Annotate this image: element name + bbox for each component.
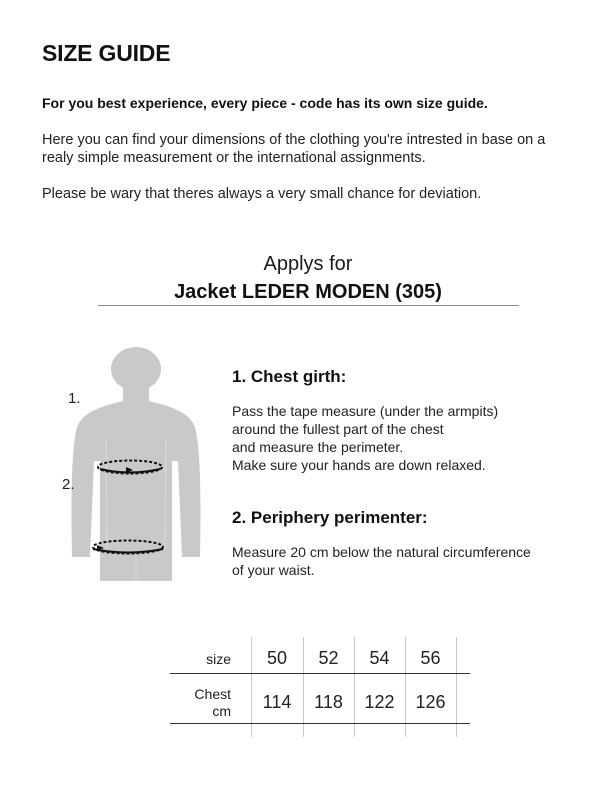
size-cell: 50 xyxy=(266,648,288,668)
figure-label-2: 2. xyxy=(62,476,75,493)
description-line: Measure 20 cm below the natural circumference xyxy=(232,544,531,560)
description-line: Pass the tape measure (under the armpits) xyxy=(232,403,499,419)
body-silhouette-figure xyxy=(66,345,206,590)
periphery-perimeter-title: 2. Periphery perimenter: xyxy=(232,508,428,527)
size-cell: 56 xyxy=(420,648,441,668)
row-divider xyxy=(170,723,470,724)
chest-row-label xyxy=(170,686,231,720)
divider xyxy=(98,305,519,306)
chest-unit-line: cm xyxy=(212,703,231,719)
chest-girth-title: 1. Chest girth: xyxy=(232,367,347,386)
intro-line: Here you can find your dimensions of the clothing you're intrested in base on a xyxy=(42,132,546,148)
chest-cell: 126 xyxy=(415,692,446,712)
applys-for-label: Applys for xyxy=(263,253,353,275)
page-title: SIZE GUIDE xyxy=(42,40,171,66)
intro-paragraph xyxy=(42,131,582,167)
lead-text: For you best experience, every piece - code has its own size guide. xyxy=(42,95,488,111)
row-divider xyxy=(170,673,470,674)
chest-cell: 118 xyxy=(314,692,343,712)
chest-cell: 122 xyxy=(364,692,395,712)
description-line: Make sure your hands are down relaxed. xyxy=(232,457,486,473)
column-divider xyxy=(456,637,457,737)
deviation-note: Please be wary that theres always a very small chance for deviation. xyxy=(42,186,482,202)
silhouette-shape xyxy=(72,347,201,581)
size-row-label: size xyxy=(206,651,231,667)
size-table xyxy=(170,637,472,737)
chest-label-line: Chest xyxy=(194,686,231,702)
size-cell: 52 xyxy=(318,648,339,668)
size-cell: 54 xyxy=(369,648,390,668)
intro-line: realy simple measurement or the international assignments. xyxy=(42,150,426,166)
description-line: of your waist. xyxy=(232,562,315,578)
chest-cell: 114 xyxy=(262,692,292,712)
chest-girth-description xyxy=(232,402,498,474)
periphery-perimeter-description xyxy=(232,543,531,579)
description-line: around the fullest part of the chest xyxy=(232,421,444,437)
description-line: and measure the perimeter. xyxy=(232,439,404,455)
product-name: Jacket LEDER MODEN (305) xyxy=(174,281,442,303)
figure-label-1: 1. xyxy=(68,390,81,407)
